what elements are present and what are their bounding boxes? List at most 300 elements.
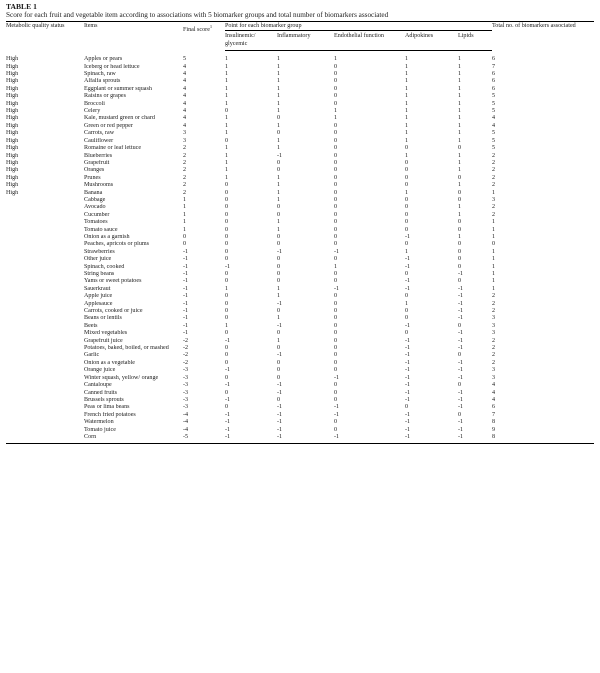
inflammatory-cell: 0 bbox=[277, 359, 281, 366]
inflammatory-cell: 1 bbox=[277, 122, 281, 129]
insulinemic-cell: -1 bbox=[225, 337, 231, 344]
lipids-cell: 1 bbox=[458, 182, 462, 189]
adipokines-cell: 0 bbox=[405, 167, 409, 174]
endothelial-cell: 0 bbox=[334, 308, 338, 315]
table-body bbox=[6, 51, 594, 444]
item-cell: Other juice bbox=[84, 256, 112, 263]
inflammatory-cell: 1 bbox=[277, 78, 281, 85]
insulinemic-cell: 1 bbox=[225, 100, 229, 107]
final-score-cell: -2 bbox=[183, 359, 189, 366]
inflammatory-cell: 0 bbox=[277, 308, 281, 315]
lipids-cell: 1 bbox=[458, 211, 462, 218]
final-score-cell: 2 bbox=[183, 182, 187, 189]
table-row bbox=[6, 51, 594, 64]
lipids-cell: 1 bbox=[458, 122, 462, 129]
inflammatory-cell: 0 bbox=[277, 130, 281, 137]
final-score-cell: 2 bbox=[183, 174, 187, 181]
table-row bbox=[6, 197, 594, 204]
item-cell: Canned fruits bbox=[84, 389, 118, 396]
item-cell: Spinach, cooked bbox=[84, 263, 125, 270]
insulinemic-cell: 1 bbox=[225, 130, 229, 137]
table-row bbox=[6, 345, 594, 352]
final-score-cell: 2 bbox=[183, 167, 187, 174]
final-score-cell: 0 bbox=[183, 241, 187, 248]
item-cell: Oranges bbox=[84, 167, 105, 174]
final-score-cell: -1 bbox=[183, 293, 189, 300]
table-row bbox=[6, 227, 594, 234]
lipids-cell: -1 bbox=[458, 345, 464, 352]
table-row bbox=[6, 256, 594, 263]
endothelial-cell: 0 bbox=[334, 211, 338, 218]
item-cell: Tomato sauce bbox=[84, 226, 118, 233]
inflammatory-cell: 1 bbox=[277, 71, 281, 78]
total-cell: 4 bbox=[492, 389, 496, 396]
endothelial-cell: 0 bbox=[334, 330, 338, 337]
adipokines-cell: -1 bbox=[405, 359, 411, 366]
endothelial-cell: 0 bbox=[334, 226, 338, 233]
table-row bbox=[6, 153, 594, 160]
header-inflammatory: Inflammatory bbox=[277, 31, 334, 51]
status-cell: High bbox=[6, 130, 19, 137]
total-cell: 5 bbox=[492, 130, 496, 137]
item-cell: Apples or pears bbox=[84, 55, 123, 62]
table-row bbox=[6, 419, 594, 426]
insulinemic-cell: 0 bbox=[225, 241, 229, 248]
status-cell: High bbox=[6, 182, 19, 189]
lipids-cell: 0 bbox=[458, 278, 462, 285]
status-cell bbox=[6, 241, 84, 248]
total-cell: 1 bbox=[492, 285, 496, 292]
final-score-cell: -1 bbox=[183, 278, 189, 285]
insulinemic-cell: 0 bbox=[225, 108, 229, 115]
endothelial-cell: 1 bbox=[334, 263, 338, 270]
insulinemic-cell: 0 bbox=[225, 404, 229, 411]
total-cell: 3 bbox=[492, 374, 496, 381]
total-cell: 8 bbox=[492, 434, 594, 444]
endothelial-cell: 1 bbox=[334, 115, 338, 122]
header-endothelial: Endothelial function bbox=[334, 31, 405, 51]
item-cell: Corn bbox=[84, 434, 183, 444]
lipids-cell: 1 bbox=[458, 167, 462, 174]
header-final-score bbox=[183, 22, 225, 51]
lipids-cell: 0 bbox=[458, 145, 462, 152]
endothelial-cell: 0 bbox=[334, 352, 338, 359]
endothelial-cell: 0 bbox=[334, 315, 338, 322]
adipokines-cell: 0 bbox=[405, 271, 409, 277]
status-cell bbox=[6, 345, 84, 352]
endothelial-cell: 0 bbox=[334, 322, 338, 329]
insulinemic-cell: 0 bbox=[225, 345, 229, 352]
table-row bbox=[6, 115, 594, 122]
status-cell bbox=[6, 249, 84, 256]
total-cell: 2 bbox=[492, 204, 496, 211]
total-cell: 1 bbox=[492, 278, 496, 285]
final-score-cell: 4 bbox=[183, 93, 187, 100]
lipids-cell: -1 bbox=[458, 434, 492, 444]
table-row bbox=[6, 93, 594, 100]
inflammatory-cell: -1 bbox=[277, 426, 283, 433]
insulinemic-cell: -1 bbox=[225, 263, 231, 270]
endothelial-cell: 0 bbox=[334, 196, 338, 203]
status-cell bbox=[6, 367, 84, 374]
status-cell bbox=[6, 375, 84, 382]
status-cell bbox=[6, 315, 84, 322]
table-row bbox=[6, 138, 594, 145]
final-score-cell: -3 bbox=[183, 396, 189, 403]
total-cell: 2 bbox=[492, 352, 496, 359]
final-score-cell: 4 bbox=[183, 115, 187, 122]
item-cell: Applesauce bbox=[84, 300, 113, 307]
lipids-cell: -1 bbox=[458, 337, 464, 344]
total-cell: 1 bbox=[492, 233, 496, 240]
total-cell: 3 bbox=[492, 322, 496, 329]
total-cell: 2 bbox=[492, 293, 496, 300]
endothelial-cell: 0 bbox=[334, 167, 338, 174]
adipokines-cell: 0 bbox=[405, 159, 409, 166]
insulinemic-cell: 0 bbox=[225, 308, 229, 315]
endothelial-cell: 0 bbox=[334, 93, 338, 100]
inflammatory-cell: 0 bbox=[277, 167, 281, 174]
inflammatory-cell: 1 bbox=[277, 137, 281, 144]
final-score-cell: 0 bbox=[183, 233, 187, 240]
table-row bbox=[6, 390, 594, 397]
header-lipids: Lipids bbox=[458, 31, 492, 51]
adipokines-cell: 0 bbox=[405, 182, 409, 189]
table-row bbox=[6, 108, 594, 115]
final-score-cell: -3 bbox=[183, 389, 189, 396]
table-row bbox=[6, 130, 594, 137]
status-cell: High bbox=[6, 167, 19, 174]
item-cell: Prunes bbox=[84, 174, 101, 181]
final-score-cell: 4 bbox=[183, 78, 187, 85]
inflammatory-cell: 1 bbox=[277, 108, 281, 115]
insulinemic-cell: 1 bbox=[225, 93, 229, 100]
status-cell: High bbox=[6, 71, 19, 78]
lipids-cell: -1 bbox=[458, 389, 464, 396]
lipids-cell: -1 bbox=[458, 271, 464, 277]
total-cell: 3 bbox=[492, 196, 496, 203]
lipids-cell: 0 bbox=[458, 241, 462, 248]
final-score-cell: 3 bbox=[183, 130, 187, 137]
insulinemic-cell: 0 bbox=[225, 374, 229, 381]
endothelial-cell: -1 bbox=[334, 248, 340, 255]
total-cell: 2 bbox=[492, 300, 496, 307]
header-adipokines: Adipokines bbox=[405, 31, 458, 51]
insulinemic-cell: 0 bbox=[225, 219, 229, 226]
header-items: Items bbox=[84, 22, 183, 51]
endothelial-cell: 0 bbox=[334, 137, 338, 144]
insulinemic-cell: 1 bbox=[225, 322, 229, 329]
inflammatory-cell: 0 bbox=[277, 330, 281, 337]
lipids-cell: 0 bbox=[458, 256, 462, 263]
insulinemic-cell: -1 bbox=[225, 434, 277, 444]
endothelial-cell: 1 bbox=[334, 56, 338, 63]
total-cell: 1 bbox=[492, 219, 496, 226]
adipokines-cell: -1 bbox=[405, 396, 411, 403]
item-cell: Mixed vegetables bbox=[84, 330, 128, 337]
table-row bbox=[6, 404, 594, 411]
item-cell: Avocado bbox=[84, 204, 106, 211]
inflammatory-cell: 1 bbox=[277, 337, 281, 344]
adipokines-cell: 1 bbox=[405, 71, 409, 78]
adipokines-cell: -1 bbox=[405, 382, 411, 389]
inflammatory-cell: 0 bbox=[277, 241, 281, 248]
lipids-cell: -1 bbox=[458, 330, 464, 337]
adipokines-cell: 0 bbox=[405, 196, 409, 203]
adipokines-cell: -1 bbox=[405, 345, 411, 352]
lipids-cell: -1 bbox=[458, 426, 464, 433]
total-cell: 6 bbox=[492, 404, 496, 411]
final-score-cell: -1 bbox=[183, 285, 189, 292]
final-score-cell: -3 bbox=[183, 404, 189, 411]
insulinemic-cell: 0 bbox=[225, 315, 229, 322]
lipids-cell: 1 bbox=[458, 78, 462, 85]
item-cell: Orange juice bbox=[84, 367, 116, 374]
status-cell bbox=[6, 278, 84, 285]
table-row bbox=[6, 271, 594, 278]
inflammatory-cell: -1 bbox=[277, 322, 283, 329]
lipids-cell: -1 bbox=[458, 419, 464, 426]
total-cell: 7 bbox=[492, 63, 496, 70]
endothelial-cell: 0 bbox=[334, 389, 338, 396]
total-cell: 2 bbox=[492, 152, 496, 159]
adipokines-cell: 0 bbox=[405, 145, 409, 152]
header-status: Metabolic quality status bbox=[6, 22, 84, 51]
status-cell bbox=[6, 293, 84, 300]
status-cell bbox=[6, 301, 84, 308]
item-cell: Grapefruit juice bbox=[84, 337, 123, 344]
adipokines-cell: 0 bbox=[405, 241, 409, 248]
insulinemic-cell: 0 bbox=[225, 233, 229, 240]
lipids-cell: 1 bbox=[458, 108, 462, 115]
inflammatory-cell: -1 bbox=[277, 382, 283, 389]
table-row bbox=[6, 412, 594, 419]
status-cell bbox=[6, 197, 84, 204]
table-row bbox=[6, 397, 594, 404]
inflammatory-cell: 0 bbox=[277, 263, 281, 270]
insulinemic-cell: -1 bbox=[225, 419, 231, 426]
item-cell: String beans bbox=[84, 271, 115, 277]
table-row bbox=[6, 278, 594, 285]
lipids-cell: 0 bbox=[458, 322, 462, 329]
endothelial-cell: 0 bbox=[334, 145, 338, 152]
total-cell: 6 bbox=[492, 55, 496, 62]
table-row bbox=[6, 167, 594, 174]
lipids-cell: 0 bbox=[458, 411, 462, 418]
table-label: TABLE 1 bbox=[6, 2, 37, 11]
table-row bbox=[6, 301, 594, 308]
item-cell: Tomato juice bbox=[84, 426, 116, 433]
lipids-cell: -1 bbox=[458, 359, 464, 366]
final-score-cell: -4 bbox=[183, 419, 189, 426]
status-cell bbox=[6, 397, 84, 404]
item-cell: Sauerkraut bbox=[84, 285, 111, 292]
lipids-cell: 1 bbox=[458, 233, 462, 240]
lipids-cell: 1 bbox=[458, 204, 462, 211]
item-cell: Apple juice bbox=[84, 293, 113, 300]
inflammatory-cell: 0 bbox=[277, 367, 281, 374]
item-cell: Brussels sprouts bbox=[84, 396, 124, 403]
endothelial-cell: 0 bbox=[334, 78, 338, 85]
status-cell bbox=[6, 360, 84, 367]
status-cell: High bbox=[6, 115, 19, 122]
insulinemic-cell: 1 bbox=[225, 159, 229, 166]
status-cell bbox=[6, 264, 84, 271]
table-row bbox=[6, 160, 594, 167]
lipids-cell: 0 bbox=[458, 263, 462, 270]
lipids-cell: -1 bbox=[458, 374, 464, 381]
lipids-cell: -1 bbox=[458, 308, 464, 315]
endothelial-cell: 0 bbox=[334, 122, 338, 129]
total-cell: 4 bbox=[492, 396, 496, 403]
status-cell bbox=[6, 234, 84, 241]
adipokines-cell: 0 bbox=[405, 308, 409, 315]
final-score-cell: 4 bbox=[183, 71, 187, 78]
endothelial-cell: 1 bbox=[334, 108, 338, 115]
item-cell: Spinach, raw bbox=[84, 71, 116, 78]
adipokines-cell: 1 bbox=[405, 56, 409, 63]
adipokines-cell: 0 bbox=[405, 293, 409, 300]
status-cell bbox=[6, 404, 84, 411]
insulinemic-cell: 0 bbox=[225, 352, 229, 359]
adipokines-cell: 1 bbox=[405, 93, 409, 100]
status-cell: High bbox=[6, 55, 19, 62]
item-cell: Cabbage bbox=[84, 196, 106, 203]
inflammatory-cell: -1 bbox=[277, 411, 283, 418]
inflammatory-cell: 0 bbox=[277, 345, 281, 352]
endothelial-cell: 0 bbox=[334, 278, 338, 285]
status-cell bbox=[6, 419, 84, 426]
item-cell: Beets bbox=[84, 322, 98, 329]
item-cell: Alfalfa sprouts bbox=[84, 78, 121, 85]
endothelial-cell: -1 bbox=[334, 411, 340, 418]
final-score-cell: 1 bbox=[183, 226, 187, 233]
final-score-cell: 4 bbox=[183, 100, 187, 107]
document bbox=[6, 2, 594, 444]
inflammatory-cell: -1 bbox=[277, 152, 283, 159]
status-cell: High bbox=[6, 108, 19, 115]
header-points-group: Point for each biomarker group bbox=[225, 22, 492, 31]
adipokines-cell: 1 bbox=[405, 122, 409, 129]
lipids-cell: 1 bbox=[458, 56, 462, 63]
table-row bbox=[6, 315, 594, 322]
endothelial-cell: 0 bbox=[334, 300, 338, 307]
header-total: Total no. of biomarkers associated bbox=[492, 22, 594, 51]
final-score-cell: 5 bbox=[183, 55, 187, 62]
total-cell: 6 bbox=[492, 71, 496, 78]
status-cell bbox=[6, 256, 84, 263]
item-cell: Carrots, raw bbox=[84, 130, 115, 137]
item-cell: Raisins or grapes bbox=[84, 93, 126, 100]
final-score-cell: -2 bbox=[183, 345, 189, 352]
endothelial-cell: 0 bbox=[334, 367, 338, 374]
item-cell: Banana bbox=[84, 189, 103, 196]
item-cell: French fried potatoes bbox=[84, 411, 136, 418]
adipokines-cell: 1 bbox=[405, 248, 409, 255]
final-score-cell: 3 bbox=[183, 137, 187, 144]
inflammatory-cell: 1 bbox=[277, 63, 281, 70]
total-cell: 1 bbox=[492, 256, 496, 263]
adipokines-cell: 0 bbox=[405, 330, 409, 337]
insulinemic-cell: 1 bbox=[225, 85, 229, 92]
total-cell: 9 bbox=[492, 426, 496, 433]
total-cell: 3 bbox=[492, 367, 496, 374]
status-cell: High bbox=[6, 159, 19, 166]
lipids-cell: -1 bbox=[458, 285, 464, 292]
table-row bbox=[6, 78, 594, 85]
inflammatory-cell: 0 bbox=[277, 271, 281, 277]
final-score-cell: 4 bbox=[183, 63, 187, 70]
endothelial-cell: 0 bbox=[334, 396, 338, 403]
inflammatory-cell: 0 bbox=[277, 115, 281, 122]
table-row bbox=[6, 145, 594, 152]
table-row bbox=[6, 330, 594, 337]
lipids-cell: 1 bbox=[458, 63, 462, 70]
item-cell: Kale, mustard green or chard bbox=[84, 115, 155, 122]
endothelial-cell: 0 bbox=[334, 233, 338, 240]
final-score-cell: -3 bbox=[183, 374, 189, 381]
table-row bbox=[6, 182, 594, 189]
total-cell: 6 bbox=[492, 78, 496, 85]
endothelial-cell: 0 bbox=[334, 382, 338, 389]
insulinemic-cell: 0 bbox=[225, 330, 229, 337]
final-score-cell: -1 bbox=[183, 271, 189, 277]
adipokines-cell: 1 bbox=[405, 130, 409, 137]
total-cell: 6 bbox=[492, 85, 496, 92]
lipids-cell: 0 bbox=[458, 196, 462, 203]
inflammatory-cell: -1 bbox=[277, 389, 283, 396]
status-cell bbox=[6, 227, 84, 234]
insulinemic-cell: 0 bbox=[225, 256, 229, 263]
status-cell bbox=[6, 212, 84, 219]
lipids-cell: 1 bbox=[458, 100, 462, 107]
item-cell: Potatoes, baked, boiled, or mashed bbox=[84, 345, 169, 352]
endothelial-cell: 0 bbox=[334, 256, 338, 263]
lipids-cell: 1 bbox=[458, 93, 462, 100]
final-score-cell: -1 bbox=[183, 256, 189, 263]
adipokines-cell: 1 bbox=[405, 85, 409, 92]
item-cell: Peaches, apricots or plums bbox=[84, 241, 149, 248]
final-score-cell: -1 bbox=[183, 330, 189, 337]
table-row bbox=[6, 190, 594, 197]
endothelial-cell: 0 bbox=[334, 174, 338, 181]
adipokines-cell: 1 bbox=[405, 152, 409, 159]
adipokines-cell: 1 bbox=[405, 300, 409, 307]
endothelial-cell: 0 bbox=[334, 71, 338, 78]
inflammatory-cell: 0 bbox=[277, 233, 281, 240]
inflammatory-cell: 0 bbox=[277, 204, 281, 211]
table-row bbox=[6, 204, 594, 211]
endothelial-cell: 0 bbox=[334, 100, 338, 107]
item-cell: Winter squash, yellow/ orange bbox=[84, 374, 159, 381]
total-cell: 2 bbox=[492, 359, 496, 366]
item-cell: Watermelon bbox=[84, 419, 114, 426]
table-row bbox=[6, 375, 594, 382]
inflammatory-cell: 1 bbox=[277, 315, 281, 322]
insulinemic-cell: 0 bbox=[225, 137, 229, 144]
insulinemic-cell: 0 bbox=[225, 196, 229, 203]
adipokines-cell: 1 bbox=[405, 137, 409, 144]
final-score-cell: 2 bbox=[183, 152, 187, 159]
adipokines-cell: 1 bbox=[405, 108, 409, 115]
final-score-cell: 4 bbox=[183, 108, 187, 115]
inflammatory-cell: 1 bbox=[277, 85, 281, 92]
total-cell: 5 bbox=[492, 145, 496, 152]
lipids-cell: 0 bbox=[458, 352, 462, 359]
insulinemic-cell: 1 bbox=[225, 78, 229, 85]
inflammatory-cell: 0 bbox=[277, 256, 281, 263]
lipids-cell: 1 bbox=[458, 71, 462, 78]
